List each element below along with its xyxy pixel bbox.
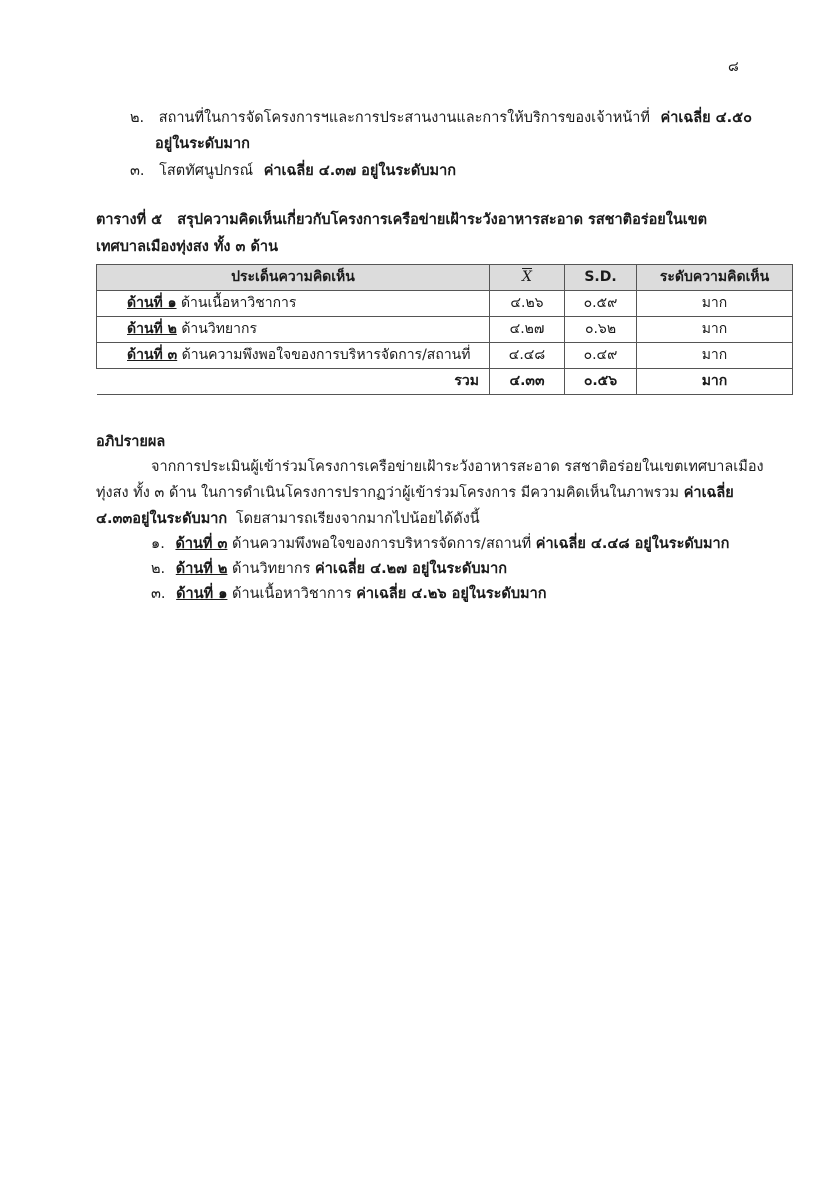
- ranked-item: [151, 582, 547, 605]
- table-row: [97, 291, 793, 317]
- ranked-label: ด้านความพึงพอใจของการบริหารจัดการ/สถานที่: [232, 536, 532, 552]
- ranked-label: ด้านเนื้อหาวิชาการ: [232, 586, 352, 602]
- ranked-number: ๑.: [151, 536, 165, 552]
- table-caption-line2: เทศบาลเมืองทุ่งสง ทั้ง ๓ ด้าน: [96, 239, 278, 255]
- row-level: มาก: [637, 343, 793, 369]
- header-issue: ประเด็นความคิดเห็น: [97, 265, 490, 291]
- para-mean-value: ๔.๓๓อยู่ในระดับมาก: [96, 511, 228, 527]
- row-mean: ๔.๒๗: [490, 317, 565, 343]
- para-text: ทุ่งสง ทั้ง ๓ ด้าน ในการดำเนินโครงการปรากฏว่าผู้เข้าร่วมโครงการ มีความคิดเห็นในภาพรวม: [96, 485, 680, 501]
- ranked-item: [151, 557, 507, 580]
- discussion-para-line2: [96, 481, 734, 504]
- row-side: ด้านที่ ๑: [127, 295, 177, 311]
- x-bar-symbol: $\overline{X}$: [522, 269, 532, 285]
- row-sd: ๐.๔๙: [565, 343, 637, 369]
- total-level: มาก: [637, 369, 793, 395]
- table-caption-line1: ตารางที่ ๕ สรุปความคิดเห็นเกี่ยวกับโครงการเครือข่ายเฝ้าระวังอาหารสะอาด รสชาติอร่อยในเขต: [96, 212, 708, 228]
- row-level: มาก: [637, 317, 793, 343]
- ranked-mean: ค่าเฉลี่ย ๔.๒๖ อยู่ในระดับมาก: [356, 586, 547, 602]
- row-issue: [97, 343, 490, 369]
- ranked-mean: ค่าเฉลี่ย ๔.๔๘ อยู่ในระดับมาก: [535, 536, 730, 552]
- total-mean: ๔.๓๓: [490, 369, 565, 395]
- intro-item-number: ๓.: [130, 163, 145, 179]
- page-number: ๘: [728, 59, 739, 75]
- summary-table: [96, 264, 793, 395]
- discussion-para-line1: จากการประเมินผู้เข้าร่วมโครงการเครือข่ายเฝ้าระวังอาหารสะอาด รสชาติอร่อยในเขตเทศบาลเมือง: [151, 459, 764, 475]
- row-label: ด้านวิทยากร: [181, 321, 257, 337]
- ranked-number: ๒.: [151, 561, 166, 577]
- intro-item-3: [130, 159, 456, 182]
- row-label: ด้านความพึงพอใจของการบริหารจัดการ/สถานที่: [181, 347, 471, 363]
- intro-item-2: [130, 106, 752, 129]
- intro-item-text: โสตทัศนูปกรณ์: [159, 163, 254, 179]
- ranked-number: ๓.: [151, 586, 166, 602]
- header-sd: S.D.: [565, 265, 637, 291]
- discussion-heading: อภิปรายผล: [96, 434, 166, 450]
- row-sd: ๐.๖๒: [565, 317, 637, 343]
- discussion-para-line3: [96, 507, 480, 530]
- row-label: ด้านเนื้อหาวิชาการ: [180, 295, 297, 311]
- row-level: มาก: [637, 291, 793, 317]
- intro-item-number: ๒.: [130, 110, 145, 126]
- ranked-label: ด้านวิทยากร: [232, 561, 311, 577]
- total-label: รวม: [97, 369, 490, 395]
- para-mean-label: ค่าเฉลี่ย: [683, 485, 734, 501]
- intro-item-mean: ค่าเฉลี่ย ๔.๕๐: [660, 110, 752, 126]
- ranked-side: ด้านที่ ๓: [175, 536, 228, 552]
- header-level: ระดับความคิดเห็น: [637, 265, 793, 291]
- total-sd: ๐.๕๖: [565, 369, 637, 395]
- ranked-side: ด้านที่ ๑: [176, 586, 228, 602]
- row-issue: [97, 317, 490, 343]
- intro-item-mean: ค่าเฉลี่ย ๔.๓๗ อยู่ในระดับมาก: [263, 163, 457, 179]
- row-side: ด้านที่ ๒: [127, 321, 177, 337]
- row-mean: ๔.๒๖: [490, 291, 565, 317]
- row-issue: [97, 291, 490, 317]
- intro-item-2-continuation: อยู่ในระดับมาก: [155, 136, 250, 152]
- row-sd: ๐.๕๙: [565, 291, 637, 317]
- row-side: ด้านที่ ๓: [127, 347, 178, 363]
- ranked-side: ด้านที่ ๒: [175, 561, 228, 577]
- table-row: [97, 317, 793, 343]
- table-total-row: [97, 369, 793, 395]
- table-header-row: [97, 265, 793, 291]
- intro-item-text: สถานที่ในการจัดโครงการฯและการประสานงานและการให้บริการของเจ้าหน้าที่: [158, 110, 650, 126]
- row-mean: ๔.๔๘: [490, 343, 565, 369]
- para-text: โดยสามารถเรียงจากมากไปน้อยได้ดังนี้: [235, 511, 480, 527]
- header-mean: [490, 265, 565, 291]
- table-row: [97, 343, 793, 369]
- ranked-mean: ค่าเฉลี่ย ๔.๒๗ อยู่ในระดับมาก: [315, 561, 508, 577]
- ranked-item: [151, 532, 729, 555]
